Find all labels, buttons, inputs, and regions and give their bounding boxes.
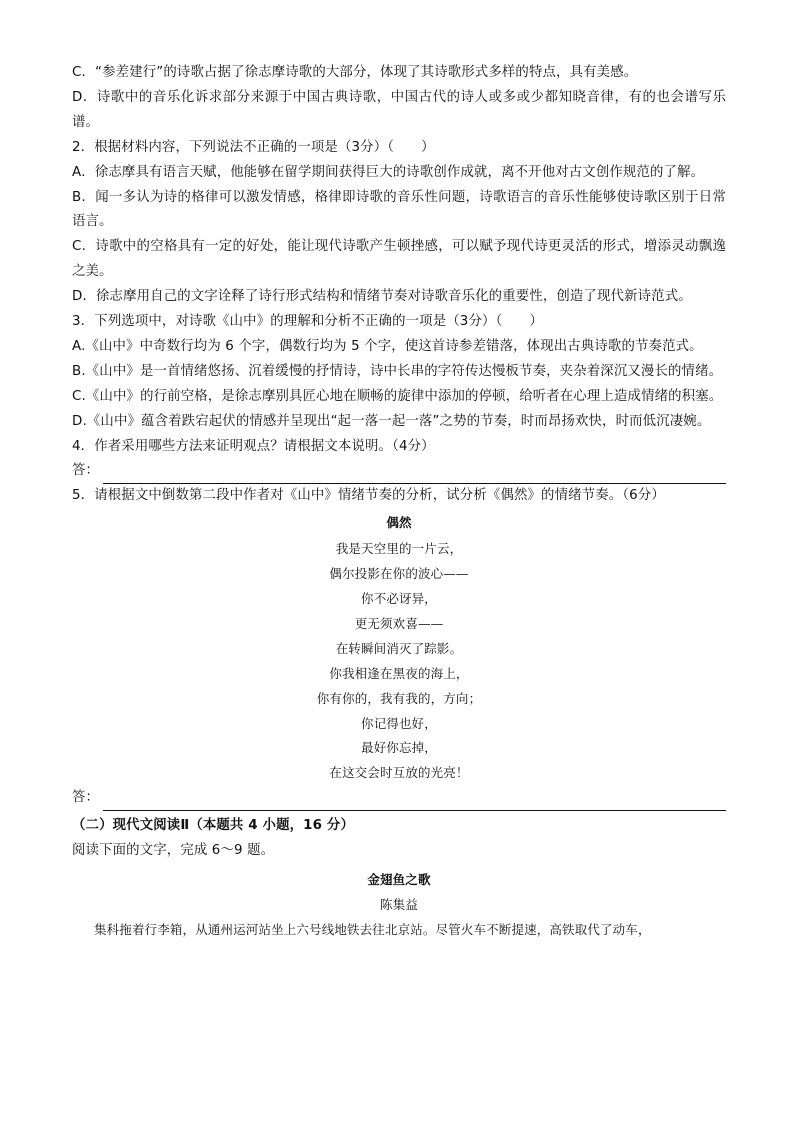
reading-instruction: 阅读下面的文字，完成 6～9 题。 xyxy=(72,843,275,859)
option-b-q3: B.《山中》是一首情绪悠扬、沉着缓慢的抒情诗，诗中长串的字符传达慢板节奏，夹杂着深沉又漫长的情绪。 xyxy=(72,363,723,379)
article-title: 金翅鱼之歌 xyxy=(367,871,431,887)
answer-underline[interactable] xyxy=(103,467,726,484)
section-heading: （二）现代文阅读Ⅱ（本题共 4 小题，16 分） xyxy=(72,818,354,834)
answer-line-q4[interactable] xyxy=(72,460,726,485)
poem-block xyxy=(72,511,726,786)
poem-line: 你不必讶异， xyxy=(361,591,437,607)
poem-title: 偶然 xyxy=(386,515,412,531)
poem-line: 你我相逢在黑夜的海上， xyxy=(329,665,469,681)
answer-label: 答： xyxy=(72,463,100,479)
poem-line: 你有你的，我有我的，方向； xyxy=(316,690,482,706)
question-5: 5．请根据文中倒数第二段中作者对《山中》情绪节奏的分析，试分析《偶然》的情绪节奏。（6分） xyxy=(72,488,665,504)
answer-line-q5[interactable] xyxy=(72,786,726,811)
exam-page xyxy=(72,61,726,943)
poem-line: 最好你忘掉， xyxy=(361,740,437,756)
article-author: 陈集益 xyxy=(380,896,418,912)
poem-line: 在这交会时互放的光亮！ xyxy=(329,765,469,781)
option-d-q3: D.《山中》蕴含着跌宕起伏的情感并呈现出“起一落一起一落”之势的节奏，时而昂扬欢快，时而低沉凄婉。 xyxy=(72,413,711,429)
question-3: 3．下列选项中，对诗歌《山中》的理解和分析不正确的一项是（3分）（ ） xyxy=(72,314,544,330)
option-c-q2: C．诗歌中的空格具有一定的好处，能让现代诗歌产生顿挫感，可以赋予现代诗更灵活的形式，增添灵动飘逸之美。 xyxy=(72,239,726,280)
option-a-q3: A.《山中》中奇数行均为 6 个字，偶数行均为 5 个字，使这首诗参差错落，体现出古典诗歌的节奏范式。 xyxy=(72,338,703,354)
option-d-q1: D．诗歌中的音乐化诉求部分来源于中国古典诗歌，中国古代的诗人或多或少都知晓音律，有的也会谱写乐谱。 xyxy=(72,89,726,130)
option-c-q1: C．“参差建行”的诗歌占据了徐志摩诗歌的大部分，体现了其诗歌形式多样的特点，具有美感。 xyxy=(72,65,638,80)
option-b-q2: B．闻一多认为诗的格律可以激发情感，格律即诗歌的音乐性问题，诗歌语言的音乐性能够使诗歌区别于日常语言。 xyxy=(72,189,726,230)
option-d-q2: D．徐志摩用自己的文字诠释了诗行形式结构和情绪节奏对诗歌音乐化的重要性，创造了现代新诗范式。 xyxy=(72,289,692,305)
answer-underline[interactable] xyxy=(103,794,726,811)
poem-line: 在转瞬间消灭了踪影。 xyxy=(335,640,463,656)
article-paragraph: 集科拖着行李箱，从通州运河站坐上六号线地铁去往北京站。尽管火车不断提速，高铁取代了动车， xyxy=(94,921,651,937)
question-2: 2．根据材料内容，下列说法不正确的一项是（3分）（ ） xyxy=(72,139,435,155)
question-4: 4．作者采用哪些方法来证明观点？请根据文本说明。（4分） xyxy=(72,438,435,454)
poem-line: 我是天空里的一片云， xyxy=(335,541,463,557)
poem-line: 更无须欢喜—— xyxy=(354,615,444,631)
option-a-q2: A．徐志摩具有语言天赋，他能够在留学期间获得巨大的诗歌创作成就，离不开他对古文创作规范的了解。 xyxy=(72,164,705,180)
option-c-q3: C.《山中》的行前空格，是徐志摩别具匠心地在顺畅的旋律中添加的停顿，给听者在心理上造成情绪的积塞。 xyxy=(72,388,723,404)
poem-line: 偶尔投影在你的波心—— xyxy=(329,566,469,582)
answer-label: 答： xyxy=(72,790,100,806)
poem-line: 你记得也好， xyxy=(361,715,437,731)
